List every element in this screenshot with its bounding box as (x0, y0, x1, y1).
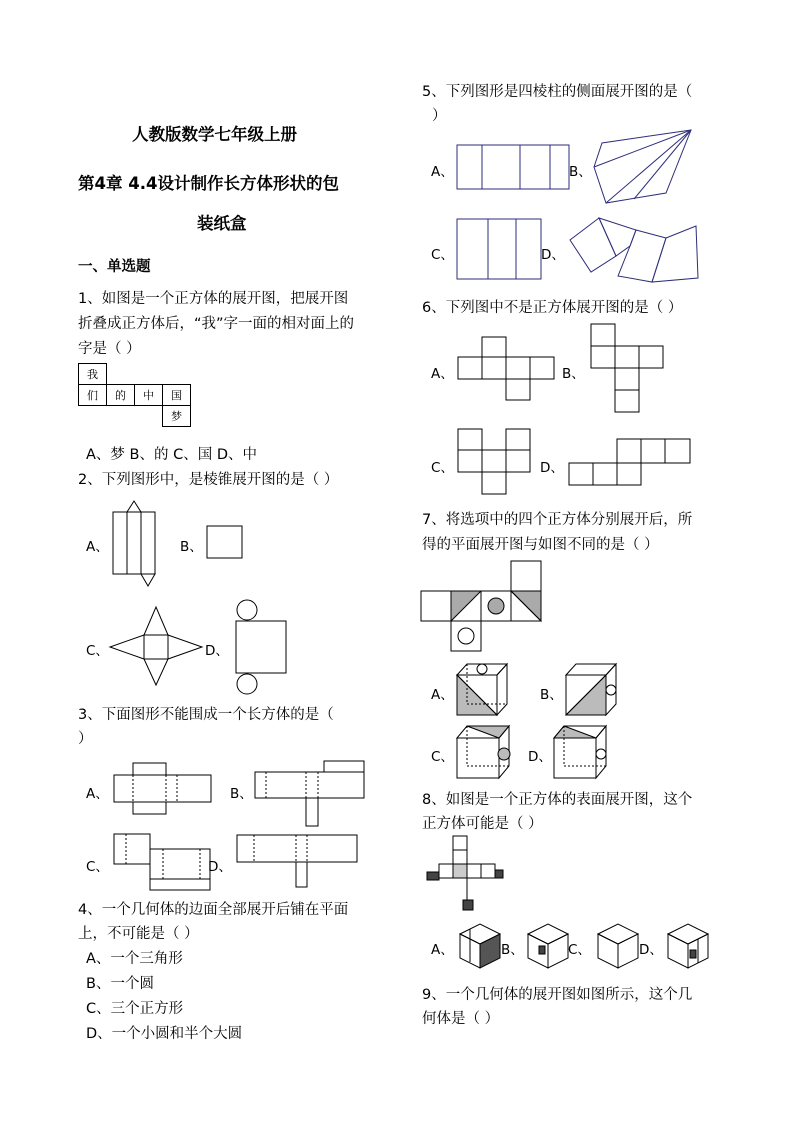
q7-text-1: 7、将选项中的四个正方体分别展开后，所 (422, 512, 693, 528)
q5-option-d-label: D、 (541, 247, 565, 263)
q8-option-c-label: C、 (568, 942, 591, 958)
q8-option-d-label: D、 (639, 942, 663, 958)
q8-figure-a (458, 922, 504, 970)
q7-figure-b (564, 662, 624, 717)
q5-option-a-label: A、 (431, 164, 454, 180)
q2-figure-d (230, 598, 290, 696)
q7-net-figure (420, 560, 544, 652)
q1-text-3: 字是（ ） (78, 341, 141, 357)
q3-option-b-label: B、 (230, 786, 253, 802)
q4-option-c: C、三个正方形 (86, 1001, 184, 1017)
q4-option-b: B、一个圆 (86, 976, 154, 992)
q6-text: 6、下列图中不是正方体展开图的是（ ） (422, 300, 683, 316)
q8-figure-c (596, 922, 642, 970)
q8-option-a-label: A、 (431, 942, 454, 958)
q2-option-d-label: D、 (205, 643, 229, 659)
q8-text-1: 8、如图是一个正方体的表面展开图，这个 (422, 792, 693, 808)
q1-cell: 的 (107, 385, 135, 406)
q6-figure-a (457, 336, 557, 402)
q6-figure-b (590, 323, 666, 415)
q6-option-b-label: B、 (562, 366, 585, 382)
q4-option-d: D、一个小圆和半个大圆 (86, 1026, 243, 1042)
q5-figure-a (456, 144, 572, 192)
q5-figure-d (566, 216, 702, 286)
q1-cell: 我 (79, 364, 107, 385)
q2-figure-c (106, 605, 206, 687)
q4-text-1: 4、一个几何体的边面全部展开后铺在平面 (78, 902, 349, 918)
doc-title-line2: 第4章 4.4设计制作长方体形状的包 (78, 174, 339, 193)
q1-text-2: 折叠成正方体后，“我”字一面的相对面上的 (78, 316, 355, 332)
q7-figure-c (455, 724, 515, 780)
q6-option-d-label: D、 (540, 460, 564, 476)
q3-option-d-label: D、 (208, 859, 232, 875)
q1-cell: 们 (79, 385, 107, 406)
q1-text-1: 1、如图是一个正方体的展开图，把展开图 (78, 291, 349, 307)
q1-cell: 梦 (163, 406, 191, 427)
q3-text-1: 3、下面图形不能围成一个长方体的是（ (78, 707, 334, 723)
q6-figure-d (568, 438, 694, 488)
q7-figure-d (552, 724, 612, 780)
q5-figure-b (586, 125, 696, 205)
q7-figure-a (455, 662, 515, 717)
q8-figure-d (666, 922, 712, 970)
q3-figure-c (113, 833, 213, 893)
q5-text-1: 5、下列图形是四棱柱的侧面展开图的是（ (422, 84, 693, 100)
q5-option-b-label: B、 (569, 164, 592, 180)
q2-option-b-label: B、 (180, 539, 203, 555)
q6-option-c-label: C、 (431, 460, 454, 476)
q8-option-b-label: B、 (501, 942, 524, 958)
q4-text-2: 上，不可能是（ ） (78, 926, 199, 942)
q5-text-2: ） (432, 108, 447, 124)
q3-option-a-label: A、 (86, 786, 109, 802)
q3-figure-d (236, 832, 361, 890)
q3-text-2: ） (78, 731, 93, 747)
q7-option-c-label: C、 (431, 749, 454, 765)
q1-cell: 国 (163, 385, 191, 406)
q6-option-a-label: A、 (431, 366, 454, 382)
q1-cube-net (78, 363, 191, 427)
q3-figure-a (113, 762, 213, 817)
q6-figure-c (457, 428, 535, 496)
q9-text-1: 9、一个几何体的展开图如图所示，这个几 (422, 987, 693, 1003)
q7-option-a-label: A、 (431, 687, 454, 703)
q7-text-2: 得的平面展开图与如图不同的是（ ） (422, 537, 659, 553)
q1-cell: 中 (135, 385, 163, 406)
section-heading: 一、单选题 (78, 259, 151, 275)
q2-option-c-label: C、 (86, 643, 109, 659)
q3-figure-b (254, 760, 369, 828)
q8-text-2: 正方体可能是（ ） (422, 816, 543, 832)
q4-option-a: A、一个三角形 (86, 951, 183, 967)
q8-net-figure (425, 834, 505, 914)
q3-option-c-label: C、 (86, 859, 109, 875)
q2-text: 2、下列图形中，是棱锥展开图的是（ ） (78, 472, 339, 488)
q5-figure-c (456, 218, 546, 282)
q2-figure-a (112, 500, 162, 588)
q7-option-d-label: D、 (528, 749, 552, 765)
doc-title-line1: 人教版数学七年级上册 (132, 125, 297, 144)
q8-figure-b (526, 922, 572, 970)
q2-option-a-label: A、 (86, 539, 109, 555)
q9-text-2: 何体是（ ） (422, 1011, 500, 1027)
doc-title-line3: 装纸盒 (197, 214, 247, 233)
q2-figure-b (206, 525, 246, 561)
q1-options: A、梦 B、的 C、国 D、中 (86, 447, 257, 463)
q5-option-c-label: C、 (431, 247, 454, 263)
q7-option-b-label: B、 (540, 687, 563, 703)
